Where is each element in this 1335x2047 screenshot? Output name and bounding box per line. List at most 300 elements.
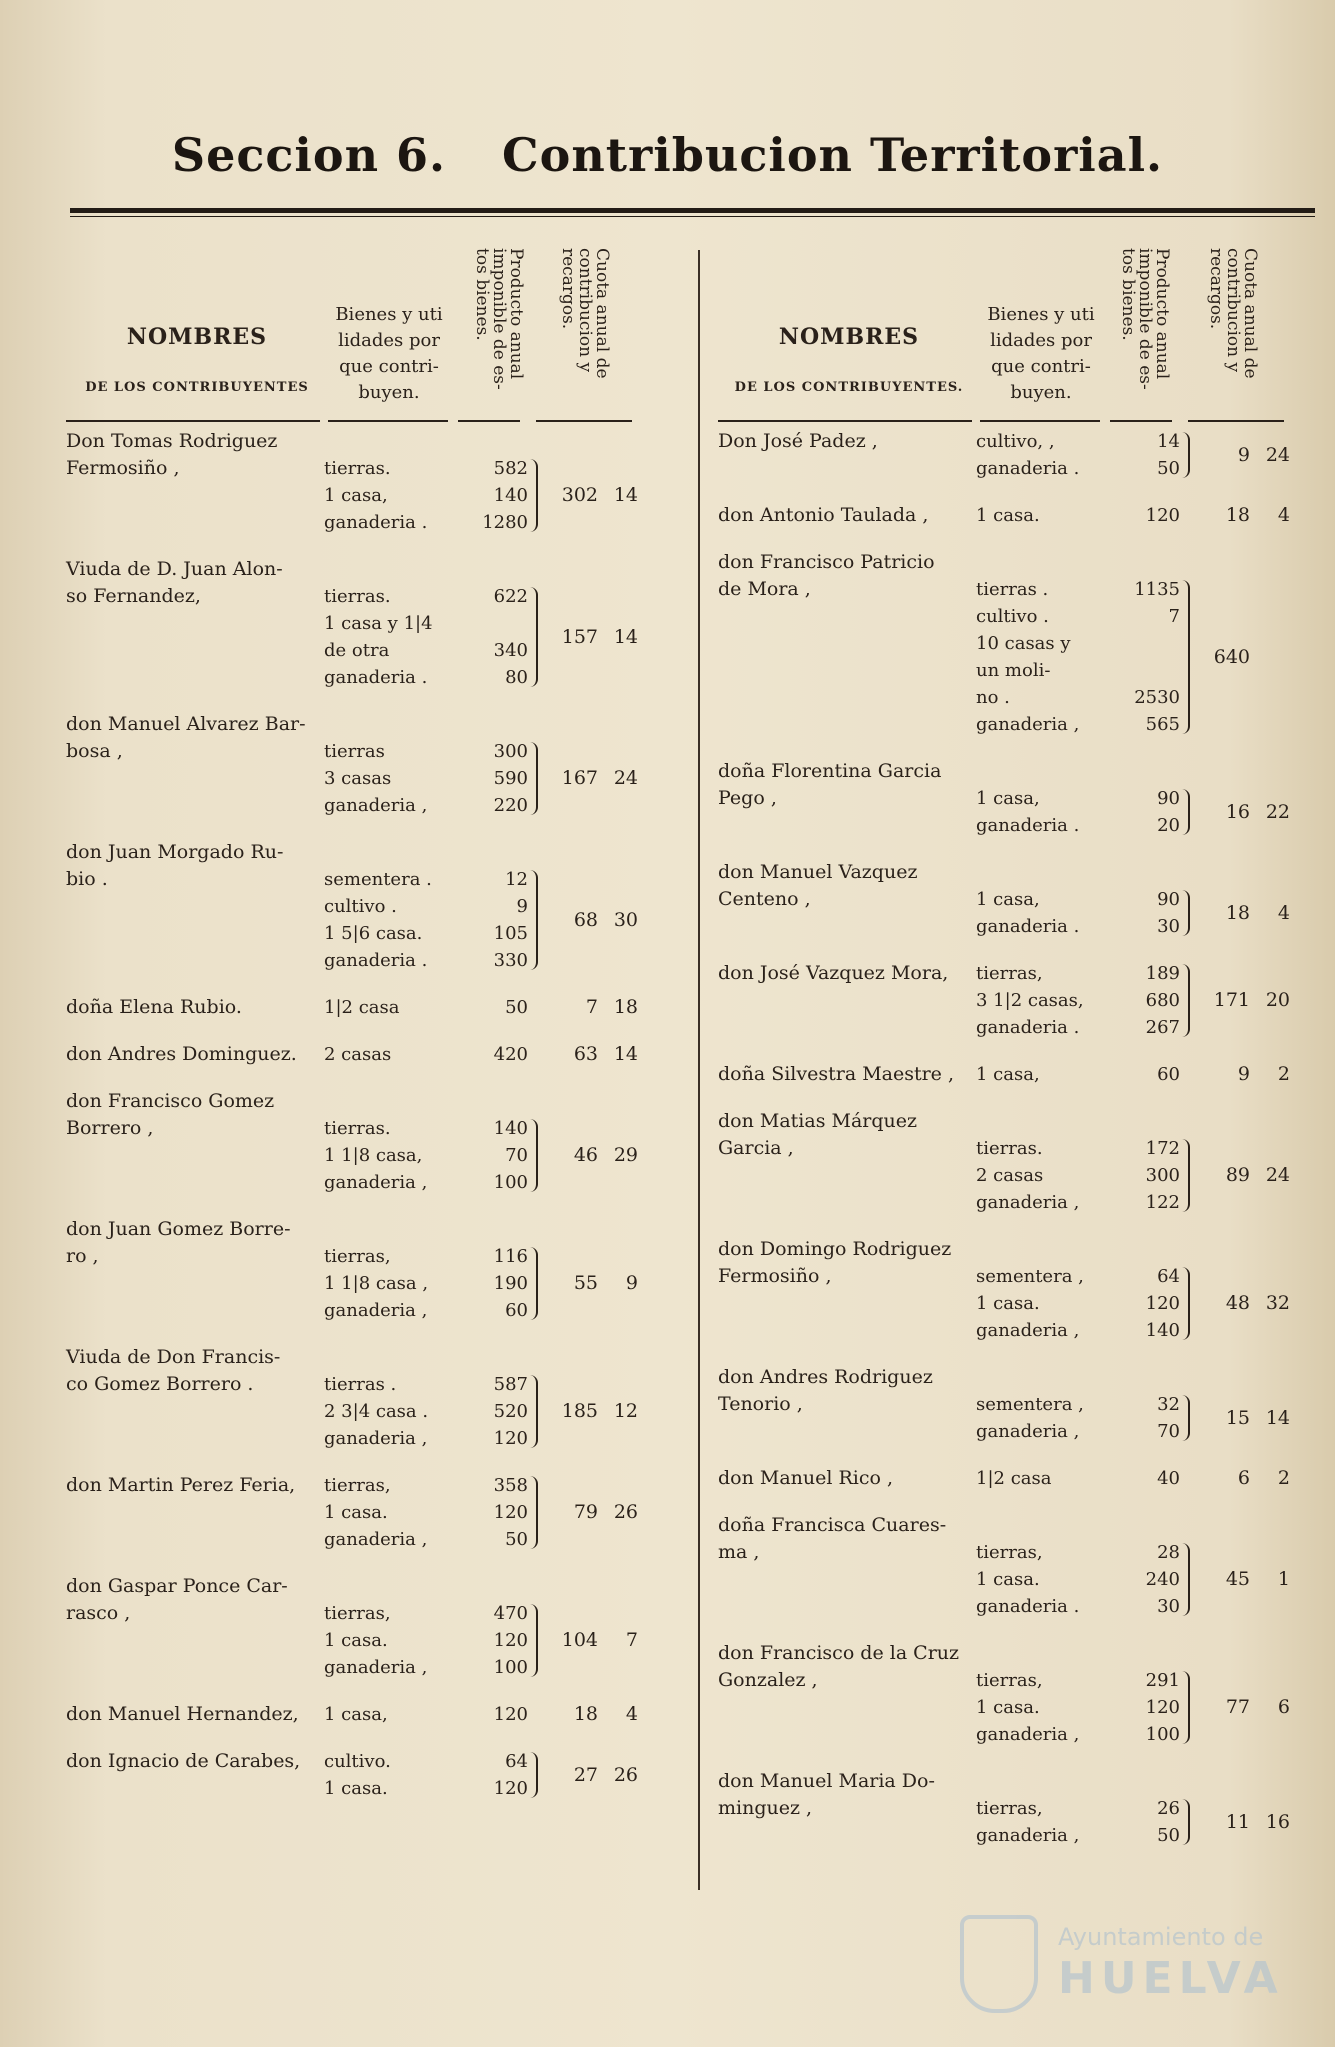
property-label: 1 casa. [976, 1569, 1040, 1590]
header-names: NOMBRES [126, 324, 268, 350]
contributor-name-line: Fermosiño , [718, 1265, 832, 1287]
cuota-value [1188, 1465, 1298, 1492]
product-value: 80 [505, 667, 528, 688]
contributor-name [718, 859, 980, 913]
cuota-reales: 18 [573, 1703, 598, 1725]
table-row [718, 502, 1318, 529]
property-label: ganaderia . [976, 1017, 1080, 1038]
contributor-name-line: don Gaspar Ponce Car- [66, 1575, 288, 1597]
header-underline [328, 420, 448, 422]
cuota-value [1188, 1566, 1298, 1593]
property-label: 1|2 casa [976, 1468, 1052, 1489]
product-value: 267 [1145, 1017, 1180, 1038]
property-item [324, 664, 582, 691]
contributor-name [66, 428, 328, 482]
property-item [976, 1539, 1234, 1566]
property-label: tierras. [976, 1138, 1043, 1159]
product-value: 50 [505, 1529, 528, 1550]
contributor-name-line: don Francisco de la Cruz [718, 1642, 960, 1664]
contributor-name-line: don Juan Morgado Ru- [66, 841, 284, 863]
property-label: tierras, [324, 1475, 391, 1496]
cuota-cents: 14 [1265, 1406, 1290, 1429]
contributor-name [66, 711, 328, 765]
contributor-name-line: ro , [66, 1245, 99, 1267]
contributor-name-line: don José Vazquez Mora, [718, 962, 949, 984]
property-label: ganaderia . [976, 916, 1080, 937]
cuota-cents: 4 [1277, 504, 1290, 526]
product-value: 60 [1157, 1064, 1180, 1085]
header-underline [980, 420, 1100, 422]
property-label: ganaderia , [324, 1529, 428, 1550]
contributor-name-line: Gonzalez , [718, 1669, 818, 1691]
header-names-sub: DE LOS CONTRIBUYENTES [85, 380, 309, 395]
property-item [976, 1014, 1234, 1041]
header-names-sub: DE LOS CONTRIBUYENTES. [734, 380, 964, 395]
product-value: 587 [493, 1374, 528, 1395]
cuota-reales: 48 [1225, 1292, 1250, 1314]
cuota-cents: 24 [1265, 443, 1290, 466]
product-value: 140 [1145, 1320, 1180, 1341]
property-label: 1 casa, [976, 1064, 1040, 1085]
page-title [0, 128, 1335, 182]
product-value: 50 [505, 997, 528, 1018]
property-label: un moli- [976, 660, 1051, 681]
property-label: 1 casa, [324, 1704, 388, 1725]
table-row [66, 1748, 666, 1802]
product-value: 2530 [1134, 687, 1180, 708]
table-row [66, 556, 666, 691]
contributor-name-line: don Francisco Gomez [66, 1090, 275, 1112]
product-value: 120 [1145, 505, 1180, 526]
watermark-line2: HUELVA [1058, 1953, 1284, 2004]
property-item [976, 1667, 1234, 1694]
contributor-name [718, 428, 980, 455]
cuota-value [536, 907, 646, 934]
product-value: 120 [1145, 1697, 1180, 1718]
cuota-reales: 302 [561, 484, 598, 506]
property-item [324, 583, 582, 610]
cuota-cents: 24 [1265, 1164, 1290, 1186]
header-producto: Producto anual imponible de es- tos bienes. [472, 248, 526, 390]
contributor-name [66, 1573, 328, 1627]
contributor-name [718, 1512, 980, 1566]
contributor-name-line: de Mora , [718, 578, 811, 600]
product-value: 50 [1157, 1825, 1180, 1846]
property-label: tierras . [976, 579, 1049, 600]
table-row [718, 1061, 1318, 1088]
cuota-reales: 185 [561, 1400, 598, 1422]
property-item [324, 1115, 582, 1142]
property-label: ganaderia , [324, 1172, 428, 1193]
cuota-value [1188, 1162, 1298, 1189]
product-value: 190 [493, 1273, 528, 1294]
table-row [66, 994, 666, 1021]
product-value: 9 [516, 896, 528, 917]
property-label: ganaderia , [976, 1320, 1080, 1341]
product-value: 120 [493, 1778, 528, 1799]
cuota-cents: 6 [1277, 1696, 1290, 1718]
property-item [324, 1600, 582, 1627]
cuota-reales: 18 [1225, 901, 1250, 924]
contributor-name [66, 1088, 328, 1142]
contributor-name [66, 1748, 328, 1775]
property-item [324, 1169, 582, 1196]
product-value: 105 [493, 923, 528, 944]
contributor-name-line: don Andres Dominguez. [66, 1043, 297, 1065]
table-row [718, 1236, 1318, 1344]
contributor-name-line: don Manuel Hernandez, [66, 1703, 299, 1725]
property-label: 1 1|8 casa, [324, 1145, 423, 1166]
product-value: 300 [493, 741, 528, 762]
product-value: 50 [1157, 458, 1180, 479]
product-value: 40 [1157, 1468, 1180, 1489]
product-value: 26 [1157, 1798, 1180, 1819]
product-value: 172 [1145, 1138, 1180, 1159]
cuota-cents: 14 [613, 625, 638, 648]
cuota-value [536, 1041, 646, 1068]
contributor-name [718, 549, 980, 603]
header-producto: Producto anual imponible de es- tos bienes. [1118, 248, 1172, 390]
product-value: 70 [505, 1145, 528, 1166]
header-cuota: Cuota anual de contribucion y recargos. [1206, 248, 1260, 379]
table-row [66, 1041, 666, 1068]
contributor-name-line: don Manuel Alvarez Bar- [66, 713, 306, 735]
property-label: 3 casas [324, 768, 392, 789]
contributor-name [66, 994, 328, 1021]
product-value: 30 [1157, 916, 1180, 937]
property-label: 2 casas [976, 1165, 1044, 1186]
cuota-value [1188, 1694, 1298, 1721]
property-item [324, 1526, 582, 1553]
cuota-reales: 16 [1225, 800, 1250, 823]
property-label: ganaderia , [976, 1192, 1080, 1213]
table-row [718, 758, 1318, 839]
property-label: no . [976, 687, 1010, 708]
contributor-name [718, 1061, 980, 1088]
product-value: 330 [493, 950, 528, 971]
cuota-value [536, 482, 646, 509]
property-item [324, 1243, 582, 1270]
cuota-value [1188, 1290, 1298, 1317]
section-title: Seccion 6. [171, 128, 447, 182]
header-cuota: Cuota anual de contribucion y recargos. [558, 248, 612, 379]
property-label: sementera . [324, 869, 432, 890]
cuota-cents: 4 [625, 1703, 638, 1725]
property-item [976, 1593, 1234, 1620]
product-value: 1135 [1134, 579, 1180, 600]
product-value: 291 [1145, 1670, 1180, 1691]
property-label: tierras. [324, 586, 391, 607]
product-value: 120 [493, 1502, 528, 1523]
property-item [976, 1135, 1234, 1162]
property-label: de otra [324, 640, 390, 661]
property-label: tierras. [324, 1118, 391, 1139]
property-label: ganaderia , [976, 1421, 1080, 1442]
property-item [324, 1297, 582, 1324]
contributor-name-line: don Ignacio de Carabes, [66, 1750, 301, 1772]
header-names: NOMBRES [778, 324, 920, 350]
cuota-reales: 157 [561, 625, 598, 648]
cuota-value [1188, 1809, 1298, 1836]
property-label: tierras, [324, 1603, 391, 1624]
cuota-value [1188, 1405, 1298, 1432]
table-row [718, 428, 1318, 482]
cuota-cents: 24 [613, 767, 638, 789]
property-item [976, 1189, 1234, 1216]
product-value: 116 [493, 1246, 528, 1267]
cuota-value [536, 1627, 646, 1654]
table-row [66, 1088, 666, 1196]
contributor-name-line: don Manuel Maria Do- [718, 1770, 935, 1792]
contributor-name [718, 960, 980, 987]
product-value: 565 [1145, 714, 1180, 735]
property-label: 2 3|4 casa . [324, 1401, 429, 1422]
contributor-name-line: don Andres Rodriguez [718, 1366, 933, 1388]
product-value: 622 [493, 586, 528, 607]
property-label: 1 casa, [976, 889, 1040, 910]
cuota-reales: 79 [573, 1501, 598, 1523]
property-item [976, 1721, 1234, 1748]
property-label: 2 casas [324, 1044, 392, 1065]
property-item [324, 1472, 582, 1499]
cuota-value [536, 1398, 646, 1425]
property-label: 3 1|2 casas, [976, 990, 1084, 1011]
cuota-reales: 9 [1237, 1063, 1250, 1085]
property-item [976, 1263, 1234, 1290]
property-label: 1 casa y 1|4 [324, 613, 433, 634]
product-value: 28 [1157, 1542, 1180, 1563]
product-value: 90 [1157, 889, 1180, 910]
cuota-value [536, 1701, 646, 1728]
cuota-cents: 14 [613, 484, 638, 506]
cuota-reales: 6 [1237, 1467, 1250, 1489]
cuota-cents: 1 [1277, 1568, 1290, 1590]
header-underline [458, 420, 520, 422]
contributor-name-line: don Francisco Patricio [718, 551, 935, 573]
product-value: 590 [493, 768, 528, 789]
cuota-reales: 167 [561, 767, 598, 789]
cuota-value [1188, 502, 1298, 529]
contributor-name-line: co Gomez Borrero . [66, 1373, 254, 1395]
property-item [324, 509, 582, 536]
cuota-cents: 4 [1277, 901, 1290, 924]
contributor-name-line: so Fernandez, [66, 585, 201, 607]
cuota-cents: 29 [613, 1144, 638, 1166]
table-row [718, 1465, 1318, 1492]
property-label: 1 casa, [976, 788, 1040, 809]
title-rule-thin [70, 216, 1315, 217]
table-row [66, 1344, 666, 1452]
contributor-name-line: Centeno , [718, 888, 811, 910]
property-label: 1 casa. [324, 1630, 388, 1651]
product-value: 340 [493, 640, 528, 661]
table-row [718, 549, 1318, 738]
property-label: cultivo . [324, 896, 397, 917]
product-value: 100 [493, 1172, 528, 1193]
contributor-name-line: ma , [718, 1541, 760, 1563]
property-item [976, 576, 1234, 603]
table-row [66, 428, 666, 536]
cuota-cents: 26 [613, 1763, 638, 1786]
product-value: 140 [493, 485, 528, 506]
property-label: tierras, [324, 1246, 391, 1267]
property-label: 1 casa. [976, 1293, 1040, 1314]
header-bienes: Bienes y uti lidades por que contri- buyen. [335, 304, 443, 403]
property-label: tierras, [976, 1670, 1043, 1691]
product-value: 120 [493, 1428, 528, 1449]
cuota-cents: 14 [613, 1043, 638, 1065]
cuota-reales: 68 [573, 908, 598, 931]
table-row [66, 1701, 666, 1728]
contributor-name-line: rasco , [66, 1602, 131, 1624]
cuota-reales: 63 [573, 1043, 598, 1065]
cuota-value [1188, 644, 1298, 671]
product-value: 32 [1157, 1394, 1180, 1415]
contributor-name [66, 1041, 328, 1068]
product-value: 14 [1157, 431, 1180, 452]
cuota-cents: 26 [613, 1501, 638, 1523]
contributor-name [718, 1465, 980, 1492]
cuota-value [1188, 1061, 1298, 1088]
contributor-name [718, 1108, 980, 1162]
property-item [324, 1371, 582, 1398]
property-item [324, 866, 582, 893]
property-label: ganaderia . [976, 1596, 1080, 1617]
property-item [324, 1654, 582, 1681]
header-underline [66, 420, 320, 422]
property-label: 1 casa. [324, 1502, 388, 1523]
property-label: ganaderia , [976, 1724, 1080, 1745]
header-underline [1188, 420, 1284, 422]
contributor-name-line: doña Silvestra Maestre , [718, 1063, 955, 1085]
cuota-cents: 30 [613, 908, 638, 931]
property-item [976, 603, 1234, 630]
product-value: 120 [493, 1630, 528, 1651]
contributor-name [718, 1768, 980, 1822]
contributor-name-line: Don José Padez , [718, 430, 878, 452]
cuota-reales: 27 [573, 1763, 598, 1786]
cuota-reales: 104 [561, 1629, 598, 1651]
contributor-name-line: doña Elena Rubio. [66, 996, 242, 1018]
property-item [324, 947, 582, 974]
table-row [66, 1573, 666, 1681]
property-label: ganaderia . [976, 815, 1080, 836]
property-label: 1|2 casa [324, 997, 400, 1018]
table-row [718, 960, 1318, 1041]
property-label: 1 casa, [324, 485, 388, 506]
property-label: sementera , [976, 1266, 1084, 1287]
cuota-value [1188, 799, 1298, 826]
property-label: 1 casa. [976, 505, 1040, 526]
table-row [66, 711, 666, 819]
table-row [66, 839, 666, 974]
product-value: 240 [1145, 1569, 1180, 1590]
contributor-name [66, 1701, 328, 1728]
property-label: ganaderia . [324, 667, 428, 688]
product-value: 220 [493, 795, 528, 816]
cuota-value [1188, 987, 1298, 1014]
cuota-reales: 77 [1225, 1696, 1250, 1718]
cuota-cents: 18 [613, 996, 638, 1018]
cuota-value [1188, 900, 1298, 927]
table-row [66, 1216, 666, 1324]
cuota-value [536, 765, 646, 792]
contributor-name-line: don Juan Gomez Borre- [66, 1218, 291, 1240]
product-value: 60 [505, 1300, 528, 1321]
cuota-cents: 7 [625, 1629, 638, 1651]
table-row [66, 1472, 666, 1553]
property-label: ganaderia , [324, 1428, 428, 1449]
contributor-name [718, 1236, 980, 1290]
cuota-value [1188, 442, 1298, 469]
table-row [718, 1768, 1318, 1849]
property-item [976, 711, 1234, 738]
contributor-name [718, 1364, 980, 1418]
title-rule-thick [70, 208, 1315, 213]
cuota-reales: 45 [1225, 1568, 1250, 1590]
contributor-name-line: Garcia , [718, 1137, 794, 1159]
property-item [976, 1317, 1234, 1344]
contributor-name-line: doña Florentina Garcia [718, 760, 942, 782]
property-item [324, 738, 582, 765]
contributor-name-line: don Martin Perez Feria, [66, 1474, 296, 1496]
watermark-line1: Ayuntamiento de [1058, 1923, 1264, 1951]
cuota-reales: 46 [573, 1144, 598, 1166]
contributor-name [66, 1344, 328, 1398]
product-value: 100 [1145, 1724, 1180, 1745]
header-underline [718, 420, 972, 422]
contributor-name-line: bio . [66, 868, 108, 890]
product-value: 64 [505, 1751, 528, 1772]
contributor-name-line: minguez , [718, 1797, 813, 1819]
product-value: 420 [493, 1044, 528, 1065]
property-label: cultivo . [976, 606, 1049, 627]
property-item [324, 455, 582, 482]
cuota-reales: 11 [1225, 1810, 1250, 1833]
property-label: tierras, [976, 1542, 1043, 1563]
watermark [960, 1905, 1300, 2015]
property-label: tierras, [976, 1798, 1043, 1819]
table-row [718, 1364, 1318, 1445]
contributor-name [718, 502, 980, 529]
contributor-name-line: Borrero , [66, 1117, 154, 1139]
cuota-cents: 2 [1277, 1467, 1290, 1489]
table-row [718, 1512, 1318, 1620]
column-divider [698, 250, 700, 1890]
product-value: 90 [1157, 788, 1180, 809]
cuota-cents: 20 [1265, 989, 1290, 1011]
cuota-value [536, 1142, 646, 1169]
contributor-name-line: Tenorio , [718, 1393, 803, 1415]
cuota-reales: 89 [1225, 1164, 1250, 1186]
product-value: 189 [1145, 963, 1180, 984]
contributor-name [66, 1472, 328, 1499]
cuota-value [536, 1762, 646, 1789]
product-value: 1280 [482, 512, 528, 533]
product-value: 30 [1157, 1596, 1180, 1617]
contributor-name-line: don Domingo Rodriguez [718, 1238, 952, 1260]
contributor-name-line: don Manuel Vazquez [718, 861, 918, 883]
property-label: tierras. [324, 458, 391, 479]
contributor-name-line: Don Tomas Rodriguez [66, 430, 278, 452]
property-label: cultivo, , [976, 431, 1055, 452]
cuota-value [536, 624, 646, 651]
product-value: 7 [1168, 606, 1180, 627]
property-label: 1 casa. [976, 1697, 1040, 1718]
cuota-reales: 18 [1225, 504, 1250, 526]
contributor-name-line: Fermosiño , [66, 457, 180, 479]
cuota-cents: 16 [1265, 1810, 1290, 1833]
